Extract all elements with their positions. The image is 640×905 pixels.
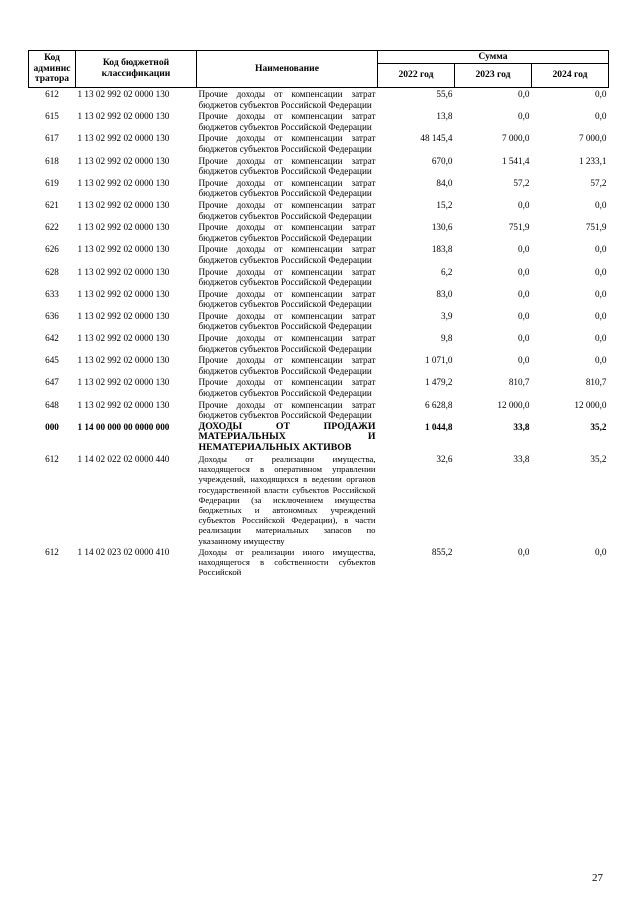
amount-2023-cell: 33,8 <box>513 421 530 432</box>
table-row <box>29 110 609 132</box>
budget-code-cell: 1 13 02 992 02 0000 130 <box>77 399 170 410</box>
amount-2024-cell: 57,2 <box>590 177 607 188</box>
table-row <box>29 399 609 421</box>
budget-code-cell: 1 13 02 992 02 0000 130 <box>77 155 170 166</box>
name-cell: Прочие доходы от компенсации затрат бюджетов субъектов Российской Федерации <box>198 333 376 354</box>
amount-2024-cell: 751,9 <box>585 222 607 233</box>
table-row <box>29 546 609 578</box>
amount-2024-cell: 1 233,1 <box>578 155 607 166</box>
name-cell: Доходы от реализации иного имущества, находящегося в собственности субъектов Российской <box>198 546 376 578</box>
table-row <box>29 288 609 310</box>
amount-2022-cell: 83,0 <box>436 288 453 299</box>
budget-code-cell: 1 13 02 992 02 0000 130 <box>77 310 170 321</box>
admin-code-cell: 648 <box>45 399 59 410</box>
budget-code-cell: 1 13 02 992 02 0000 130 <box>77 177 170 188</box>
admin-code-cell: 621 <box>45 199 59 210</box>
amount-2022-cell: 1 071,0 <box>424 355 453 366</box>
amount-2022-cell: 13,8 <box>436 111 453 122</box>
admin-code-cell: 612 <box>45 546 59 557</box>
amount-2022-cell: 32,6 <box>436 454 453 465</box>
budget-code-cell: 1 13 02 992 02 0000 130 <box>77 355 170 366</box>
table-row <box>29 155 609 177</box>
header-name: Наименование <box>197 51 378 88</box>
amount-2022-cell: 670,0 <box>431 155 453 166</box>
amount-2024-cell: 12 000,0 <box>574 399 607 410</box>
amount-2022-cell: 1 479,2 <box>424 377 453 388</box>
admin-code-cell: 645 <box>45 355 59 366</box>
budget-code-cell: 1 13 02 992 02 0000 130 <box>77 133 170 144</box>
amount-2023-cell: 0,0 <box>518 111 530 122</box>
name-cell: Прочие доходы от компенсации затрат бюджетов субъектов Российской Федерации <box>198 377 376 399</box>
name-cell: ДОХОДЫ ОТ ПРОДАЖИ МАТЕРИАЛЬНЫХ И НЕМАТЕРИАЛЬНЫХ АКТИВОВ <box>198 420 376 453</box>
table-row <box>29 453 609 546</box>
budget-code-cell: 1 13 02 992 02 0000 130 <box>77 266 170 277</box>
budget-code-cell: 1 13 02 992 02 0000 130 <box>77 288 170 299</box>
admin-code-cell: 612 <box>45 89 59 99</box>
budget-code-cell: 1 13 02 992 02 0000 130 <box>77 333 170 344</box>
amount-2024-cell: 35,2 <box>590 421 607 432</box>
header-sum: Сумма <box>378 51 609 64</box>
budget-code-cell: 1 14 00 000 00 0000 000 <box>77 421 170 432</box>
header-year-2024: 2024 год <box>532 64 609 88</box>
name-cell: Прочие доходы от компенсации затрат бюджетов субъектов Российской Федерации <box>198 199 376 221</box>
amount-2022-cell: 15,2 <box>436 199 453 210</box>
amount-2023-cell: 1 541,4 <box>501 155 530 166</box>
amount-2024-cell: 0,0 <box>595 244 607 255</box>
name-cell: Прочие доходы от компенсации затрат бюджетов субъектов Российской Федерации <box>198 89 376 110</box>
header-year-2022: 2022 год <box>378 64 455 88</box>
amount-2022-cell: 84,0 <box>436 177 453 188</box>
name-cell: Прочие доходы от компенсации затрат бюджетов субъектов Российской Федерации <box>198 133 376 154</box>
admin-code-cell: 612 <box>45 454 59 465</box>
admin-code-cell: 000 <box>45 421 59 432</box>
amount-2023-cell: 0,0 <box>518 333 530 344</box>
header-admin-code: Код админис тратора <box>29 51 76 88</box>
amount-2023-cell: 0,0 <box>518 355 530 366</box>
admin-code-cell: 626 <box>45 244 59 255</box>
admin-code-cell: 642 <box>45 333 59 344</box>
amount-2023-cell: 810,7 <box>508 377 530 388</box>
name-cell: Прочие доходы от компенсации затрат бюджетов субъектов Российской Федерации <box>198 177 376 199</box>
name-cell: Прочие доходы от компенсации затрат бюджетов субъектов Российской Федерации <box>198 288 376 310</box>
amount-2022-cell: 3,9 <box>441 310 453 321</box>
amount-2024-cell: 810,7 <box>585 377 607 388</box>
admin-code-cell: 636 <box>45 310 59 321</box>
amount-2022-cell: 130,6 <box>431 222 453 233</box>
amount-2023-cell: 0,0 <box>518 89 530 99</box>
admin-code-cell: 615 <box>45 111 59 122</box>
name-cell: Прочие доходы от компенсации затрат бюджетов субъектов Российской Федерации <box>198 355 376 376</box>
admin-code-cell: 628 <box>45 266 59 277</box>
amount-2023-cell: 0,0 <box>518 266 530 277</box>
table-row <box>29 132 609 154</box>
budget-code-cell: 1 13 02 992 02 0000 130 <box>77 199 170 210</box>
budget-code-cell: 1 13 02 992 02 0000 130 <box>77 244 170 255</box>
amount-2023-cell: 0,0 <box>518 310 530 321</box>
amount-2024-cell: 0,0 <box>595 288 607 299</box>
budget-table <box>28 50 609 577</box>
amount-2022-cell: 1 044,8 <box>424 421 453 432</box>
table-body <box>29 88 609 578</box>
amount-2023-cell: 57,2 <box>513 177 530 188</box>
amount-2024-cell: 7 000,0 <box>578 133 607 144</box>
amount-2023-cell: 0,0 <box>518 199 530 210</box>
amount-2022-cell: 6 628,8 <box>424 399 453 410</box>
table-row <box>29 310 609 332</box>
amount-2023-cell: 12 000,0 <box>497 399 530 410</box>
page-number: 27 <box>592 872 603 884</box>
name-cell: Прочие доходы от компенсации затрат бюджетов субъектов Российской Федерации <box>198 111 376 132</box>
table-row <box>29 266 609 288</box>
budget-code-cell: 1 13 02 992 02 0000 130 <box>77 222 170 233</box>
table-row <box>29 332 609 354</box>
budget-code-cell: 1 13 02 992 02 0000 130 <box>77 89 170 99</box>
budget-code-cell: 1 14 02 022 02 0000 440 <box>77 454 170 465</box>
amount-2024-cell: 0,0 <box>595 199 607 210</box>
admin-code-cell: 647 <box>45 377 59 388</box>
budget-code-cell: 1 13 02 992 02 0000 130 <box>77 377 170 388</box>
admin-code-cell: 617 <box>45 133 59 144</box>
amount-2024-cell: 0,0 <box>595 355 607 366</box>
amount-2024-cell: 0,0 <box>595 266 607 277</box>
amount-2023-cell: 0,0 <box>518 244 530 255</box>
amount-2024-cell: 0,0 <box>595 111 607 122</box>
header-year-2023: 2023 год <box>455 64 532 88</box>
amount-2022-cell: 48 145,4 <box>420 133 453 144</box>
name-cell: Прочие доходы от компенсации затрат бюджетов субъектов Российской Федерации <box>198 222 376 243</box>
amount-2024-cell: 0,0 <box>595 546 607 557</box>
amount-2023-cell: 7 000,0 <box>501 133 530 144</box>
name-cell: Прочие доходы от компенсации затрат бюджетов субъектов Российской Федерации <box>198 266 376 288</box>
amount-2024-cell: 0,0 <box>595 89 607 99</box>
amount-2023-cell: 0,0 <box>518 288 530 299</box>
name-cell: Прочие доходы от компенсации затрат бюджетов субъектов Российской Федерации <box>198 155 376 177</box>
admin-code-cell: 618 <box>45 155 59 166</box>
table-row <box>29 421 609 453</box>
budget-code-cell: 1 14 02 023 02 0000 410 <box>77 546 170 557</box>
amount-2022-cell: 6,2 <box>441 266 453 277</box>
amount-2022-cell: 9,8 <box>441 333 453 344</box>
amount-2024-cell: 35,2 <box>590 454 607 465</box>
name-cell: Прочие доходы от компенсации затрат бюджетов субъектов Российской Федерации <box>198 399 376 421</box>
table-row <box>29 88 609 111</box>
table-row <box>29 177 609 199</box>
admin-code-cell: 619 <box>45 177 59 188</box>
amount-2023-cell: 0,0 <box>518 546 530 557</box>
admin-code-cell: 622 <box>45 222 59 233</box>
amount-2023-cell: 33,8 <box>513 454 530 465</box>
name-cell: Прочие доходы от компенсации затрат бюджетов субъектов Российской Федерации <box>198 244 376 265</box>
budget-code-cell: 1 13 02 992 02 0000 130 <box>77 111 170 122</box>
table-row <box>29 221 609 243</box>
amount-2023-cell: 751,9 <box>508 222 530 233</box>
amount-2024-cell: 0,0 <box>595 333 607 344</box>
amount-2022-cell: 855,2 <box>431 546 453 557</box>
table-row <box>29 199 609 221</box>
table-row <box>29 376 609 398</box>
header-budget-code: Код бюджетной классификации <box>76 51 197 88</box>
amount-2024-cell: 0,0 <box>595 310 607 321</box>
table-row <box>29 243 609 265</box>
name-cell: Прочие доходы от компенсации затрат бюджетов субъектов Российской Федерации <box>198 310 376 332</box>
amount-2022-cell: 183,8 <box>431 244 453 255</box>
admin-code-cell: 633 <box>45 288 59 299</box>
table-row <box>29 354 609 376</box>
amount-2022-cell: 55,6 <box>436 89 453 99</box>
name-cell: Доходы от реализации имущества, находящегося в оперативном управлении учреждений, находящихся в ведении органов государственной власти субъектов Российской Федерации (за исключением имущества бюджетных и автономных учреждений субъектов Российской Федерации), в части реализации материальных запасов по указанному имуществу <box>198 454 376 546</box>
